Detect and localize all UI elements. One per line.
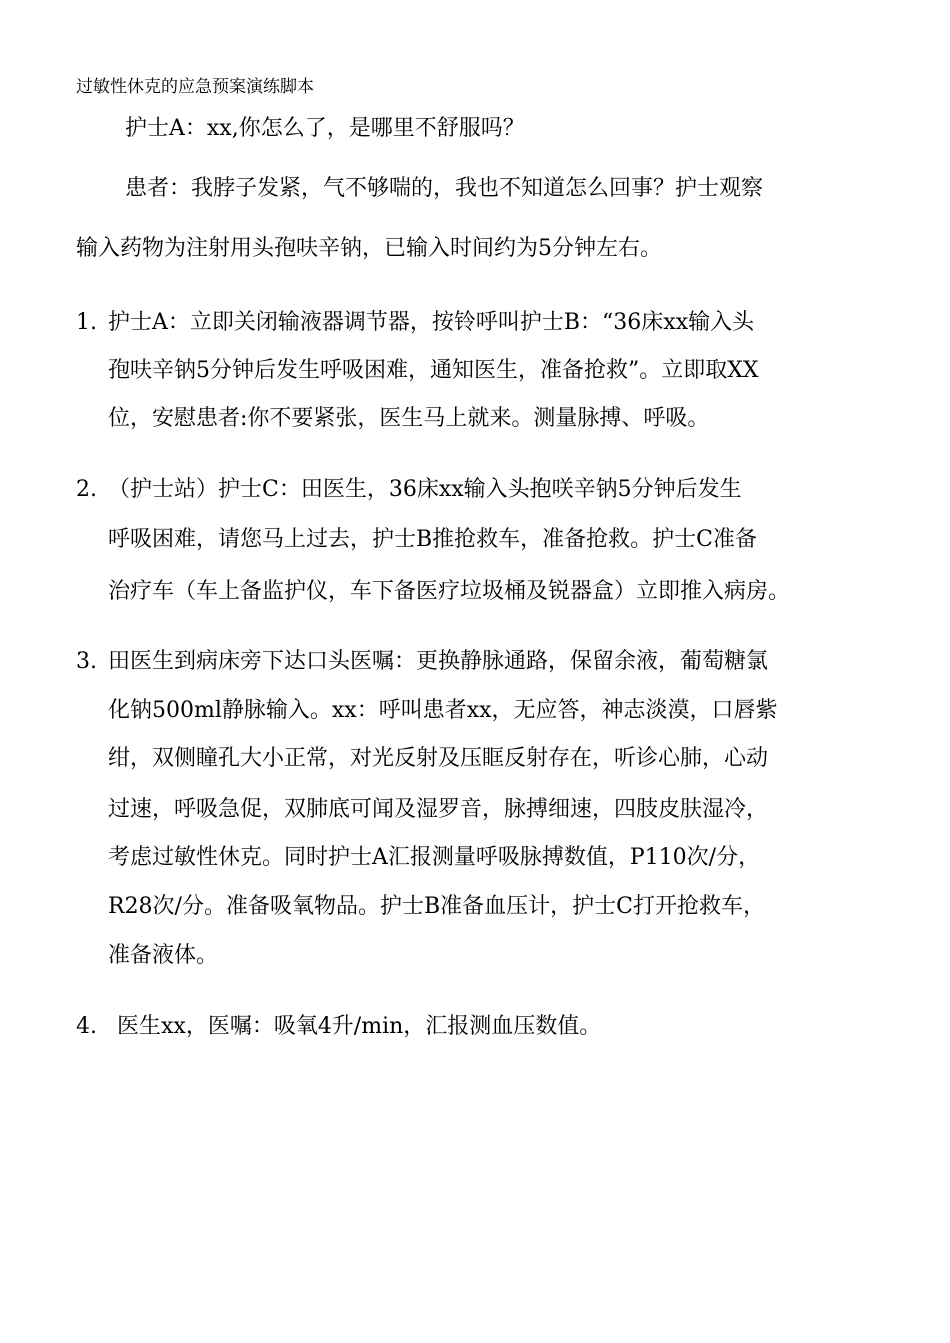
- list-item-number: 3.: [76, 649, 97, 674]
- dialogue-patient: 患者：我脖子发紧，气不够喘的，我也不知道怎么回事？护士观察: [125, 176, 764, 201]
- list-item-line: 考虑过敏性休克。同时护士A汇报测量呼吸脉搏数值，P110次/分，: [108, 845, 761, 870]
- list-item-line: （护士站）护士C：田医生，36床xx输入头抱咲辛钠5分钟后发生: [108, 477, 742, 502]
- list-item-line: 绀，双侧瞳孔大小正常，对光反射及压眶反射存在，听诊心肺，心动: [108, 746, 769, 771]
- list-item-line: 治疗车（车上备监护仪，车下备医疗垃圾桶及锐器盒）立即推入病房。: [108, 579, 791, 604]
- list-item-line: R28次/分。准备吸氧物品。护士B准备血压计，护士C打开抢救车，: [108, 894, 765, 919]
- list-item-line: 呼吸困难，请您马上过去，护士B推抢救车，准备抢救。护士C准备: [108, 527, 758, 552]
- list-item-line: 护士A：立即关闭输液器调节器，按铃呼叫护士B：“36床xx输入头: [108, 310, 755, 335]
- list-item-line: 位，安慰患者:你不要紧张，医生马上就来。测量脉搏、呼吸。: [108, 406, 710, 431]
- list-item-line: 医生xx，医嘱：吸氧4升/min，汇报测血压数值。: [117, 1014, 602, 1039]
- observation-text: 输入药物为注射用头孢呋辛钠，已输入时间约为5分钟左右。: [76, 236, 662, 261]
- list-item-line: 准备液体。: [108, 943, 219, 968]
- dialogue-nurse-a: 护士A：xx,你怎么了，是哪里不舒服吗？: [125, 116, 525, 141]
- list-item-line: 田医生到病床旁下达口头医嘱：更换静脉通路，保留余液，葡萄糖氯: [108, 649, 769, 674]
- document-title: 过敏性休克的应急预案演练脚本: [76, 77, 314, 97]
- list-item-line: 过速，呼吸急促，双肺底可闻及湿罗音，脉搏细速，四肢皮肤湿冷，: [108, 797, 769, 822]
- list-item-line: 孢呋辛钠5分钟后发生呼吸困难，通知医生，准备抢救”。立即取XX: [108, 358, 759, 383]
- list-item-number: 4.: [76, 1014, 97, 1039]
- list-item-number: 1.: [76, 310, 97, 335]
- list-item-line: 化钠500ml静脉输入。xx：呼叫患者xx，无应答，神志淡漠，口唇紫: [108, 698, 778, 723]
- list-item-number: 2.: [76, 477, 97, 502]
